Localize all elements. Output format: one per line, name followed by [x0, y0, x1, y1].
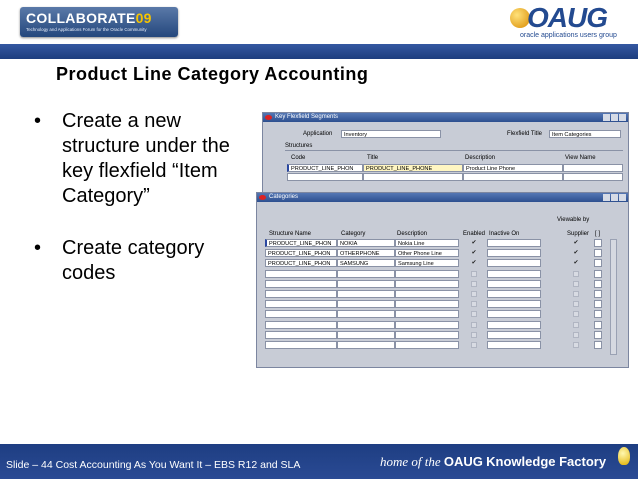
empty-category-cell[interactable]: [265, 280, 337, 288]
descriptive-flexfield-cell[interactable]: [594, 259, 602, 267]
descriptive-flexfield-cell[interactable]: [594, 239, 602, 247]
minimize-icon[interactable]: [603, 114, 610, 121]
category-category-field[interactable]: OTHERPHONE: [337, 249, 395, 257]
window-title-bar[interactable]: [263, 113, 628, 122]
viewable-checkbox[interactable]: [573, 291, 579, 297]
collaborate-logo-text: COLLABORATE: [26, 10, 136, 26]
descriptive-flexfield-cell[interactable]: [594, 331, 602, 339]
footer-tagline-prefix: home of the: [380, 454, 441, 469]
empty-category-cell[interactable]: [337, 341, 395, 349]
empty-category-cell[interactable]: [265, 341, 337, 349]
empty-category-cell[interactable]: [265, 300, 337, 308]
bullet-dot-icon: •: [34, 110, 42, 132]
enabled-checkbox-checked[interactable]: ✔: [471, 260, 477, 267]
top-logo-bar: [0, 0, 638, 44]
empty-category-cell[interactable]: [337, 321, 395, 329]
column-header-structure-name: Structure Name: [269, 231, 312, 237]
viewable-checkbox[interactable]: [573, 332, 579, 338]
descriptive-flexfield-cell[interactable]: [594, 270, 602, 278]
oracle-window-icon: [265, 115, 272, 120]
bullet-text: Create a new structure under the key flexfield “Item Category”: [62, 110, 230, 207]
bullet-dot-icon: •: [34, 237, 42, 259]
viewable-checkbox[interactable]: [573, 301, 579, 307]
bullet-list: [34, 109, 249, 296]
empty-category-cell[interactable]: [395, 290, 459, 298]
viewable-checkbox[interactable]: [573, 271, 579, 277]
maximize-icon[interactable]: [611, 194, 618, 201]
column-header-description: Description: [397, 231, 428, 237]
enabled-checkbox[interactable]: [471, 342, 477, 348]
oaug-logo: [510, 4, 628, 42]
footer-bar: [0, 444, 638, 479]
viewable-checkbox-checked[interactable]: ✔: [573, 260, 579, 267]
viewable-checkbox[interactable]: [573, 281, 579, 287]
empty-category-cell[interactable]: [395, 331, 459, 339]
category-structure-name-field[interactable]: PRODUCT_LINE_PHON: [265, 249, 337, 257]
enabled-checkbox-checked[interactable]: ✔: [471, 240, 477, 246]
empty-category-cell[interactable]: [337, 280, 395, 288]
window-title: Categories: [269, 194, 299, 200]
minimize-icon[interactable]: [603, 194, 610, 201]
column-header-supplier: Supplier: [567, 231, 590, 237]
descriptive-flexfield-cell[interactable]: [594, 321, 602, 329]
column-header-category: Category: [341, 231, 366, 237]
enabled-checkbox-checked[interactable]: ✔: [471, 250, 477, 257]
application-label: Application: [303, 131, 333, 137]
column-header-viewable-line1: Viewable by: [557, 217, 590, 223]
empty-category-cell[interactable]: [395, 280, 459, 288]
enabled-checkbox[interactable]: [471, 271, 477, 277]
column-header-bracket: [ ]: [595, 231, 601, 237]
structure-view-name-field[interactable]: [563, 164, 623, 172]
empty-category-cell[interactable]: [337, 300, 395, 308]
empty-category-cell[interactable]: [265, 310, 337, 318]
descriptive-flexfield-cell[interactable]: [594, 300, 602, 308]
oracle-window-icon: [259, 195, 266, 200]
structure-description-field[interactable]: Product Line Phone: [463, 164, 563, 172]
enabled-checkbox[interactable]: [471, 322, 477, 328]
category-description-field[interactable]: Other Phone Line: [395, 249, 459, 257]
column-header-enabled: Enabled: [463, 231, 486, 237]
column-header-description: Description: [465, 155, 496, 161]
category-structure-name-field[interactable]: PRODUCT_LINE_PHON: [265, 259, 337, 267]
column-header-inactive-on: Inactive On: [489, 231, 520, 237]
application-field[interactable]: Inventory: [341, 130, 441, 138]
enabled-checkbox[interactable]: [471, 332, 477, 338]
section-divider: [285, 150, 623, 151]
bullet-item: [34, 109, 249, 209]
column-header-view-name: View Name: [565, 155, 596, 161]
collaborate-logo-tagline: Technology and Applications Forum for the Oracle Community: [26, 27, 147, 32]
close-icon[interactable]: [619, 194, 626, 201]
window-title-bar[interactable]: [257, 193, 628, 202]
collaborate-logo-year: 09: [135, 10, 152, 26]
category-structure-name-field[interactable]: PRODUCT_LINE_PHON: [265, 239, 337, 247]
empty-structure-cell[interactable]: [363, 173, 463, 181]
collaborate-logo: [20, 7, 178, 37]
viewable-checkbox[interactable]: [573, 342, 579, 348]
flexfield-title-field[interactable]: Item Categories: [549, 130, 621, 138]
descriptive-flexfield-cell[interactable]: [594, 310, 602, 318]
inactive-on-field[interactable]: [487, 270, 541, 278]
viewable-checkbox-checked[interactable]: ✔: [573, 240, 579, 246]
footer-tagline-oaug: OAUG: [443, 454, 483, 469]
viewable-checkbox-checked[interactable]: ✔: [573, 250, 579, 257]
key-flexfield-segments-window: [262, 112, 629, 194]
inactive-on-field[interactable]: [487, 300, 541, 308]
empty-category-cell[interactable]: [265, 290, 337, 298]
descriptive-flexfield-cell[interactable]: [594, 280, 602, 288]
oaug-logo-text: OAUG: [527, 2, 607, 33]
footer-slide-caption: Slide – 44 Cost Accounting As You Want It – EBS R12 and SLA: [6, 459, 301, 471]
inactive-on-field[interactable]: [487, 249, 541, 257]
enabled-checkbox[interactable]: [471, 291, 477, 297]
inactive-on-field[interactable]: [487, 280, 541, 288]
empty-structure-cell[interactable]: [287, 173, 363, 181]
empty-structure-cell[interactable]: [563, 173, 623, 181]
oaug-logo-subtitle: oracle applications users group: [520, 32, 617, 39]
inactive-on-field[interactable]: [487, 239, 541, 247]
inactive-on-field[interactable]: [487, 259, 541, 267]
flexfield-title-label: Flexfield Title: [507, 131, 543, 137]
categories-window: [256, 192, 629, 368]
viewable-checkbox[interactable]: [573, 311, 579, 317]
enabled-checkbox[interactable]: [471, 311, 477, 317]
close-icon[interactable]: [619, 114, 626, 121]
empty-category-cell[interactable]: [337, 310, 395, 318]
structure-code-field[interactable]: PRODUCT_LINE_PHON: [287, 164, 363, 172]
category-description-field[interactable]: Samsung Line: [395, 259, 459, 267]
empty-category-cell[interactable]: [265, 270, 337, 278]
empty-category-cell[interactable]: [395, 321, 459, 329]
empty-structure-cell[interactable]: [463, 173, 563, 181]
empty-category-cell[interactable]: [395, 341, 459, 349]
column-header-title: Title: [367, 155, 379, 161]
empty-category-cell[interactable]: [395, 270, 459, 278]
maximize-icon[interactable]: [611, 114, 618, 121]
inactive-on-field[interactable]: [487, 321, 541, 329]
header-blue-band: [0, 44, 638, 59]
bullet-text: Create category codes: [62, 237, 205, 284]
footer-tagline-suffix: Knowledge Factory: [486, 454, 607, 469]
empty-category-cell[interactable]: [337, 270, 395, 278]
enabled-checkbox[interactable]: [471, 281, 477, 287]
bullet-item: [34, 236, 249, 286]
vertical-scrollbar[interactable]: [610, 239, 617, 355]
empty-category-cell[interactable]: [337, 331, 395, 339]
category-category-field[interactable]: SAMSUNG: [337, 259, 395, 267]
descriptive-flexfield-cell[interactable]: [594, 341, 602, 349]
viewable-checkbox[interactable]: [573, 322, 579, 328]
enabled-checkbox[interactable]: [471, 301, 477, 307]
empty-category-cell[interactable]: [265, 331, 337, 339]
inactive-on-field[interactable]: [487, 331, 541, 339]
footer-tagline: [380, 454, 606, 470]
lightbulb-icon: [618, 447, 630, 465]
category-category-field[interactable]: NOKIA: [337, 239, 395, 247]
column-header-code: Code: [291, 155, 306, 161]
category-description-field[interactable]: Nokia Line: [395, 239, 459, 247]
structure-title-field[interactable]: PRODUCT_LINE_PHONE: [363, 164, 463, 172]
empty-category-cell[interactable]: [395, 300, 459, 308]
inactive-on-field[interactable]: [487, 341, 541, 349]
descriptive-flexfield-cell[interactable]: [594, 249, 602, 257]
slide-title: Product Line Category Accounting: [56, 64, 369, 84]
descriptive-flexfield-cell[interactable]: [594, 290, 602, 298]
inactive-on-field[interactable]: [487, 310, 541, 318]
empty-category-cell[interactable]: [265, 321, 337, 329]
empty-category-cell[interactable]: [337, 290, 395, 298]
window-title: Key Flexfield Segments: [275, 114, 339, 120]
empty-category-cell[interactable]: [395, 310, 459, 318]
inactive-on-field[interactable]: [487, 290, 541, 298]
structures-section-label: Structures: [285, 143, 313, 149]
